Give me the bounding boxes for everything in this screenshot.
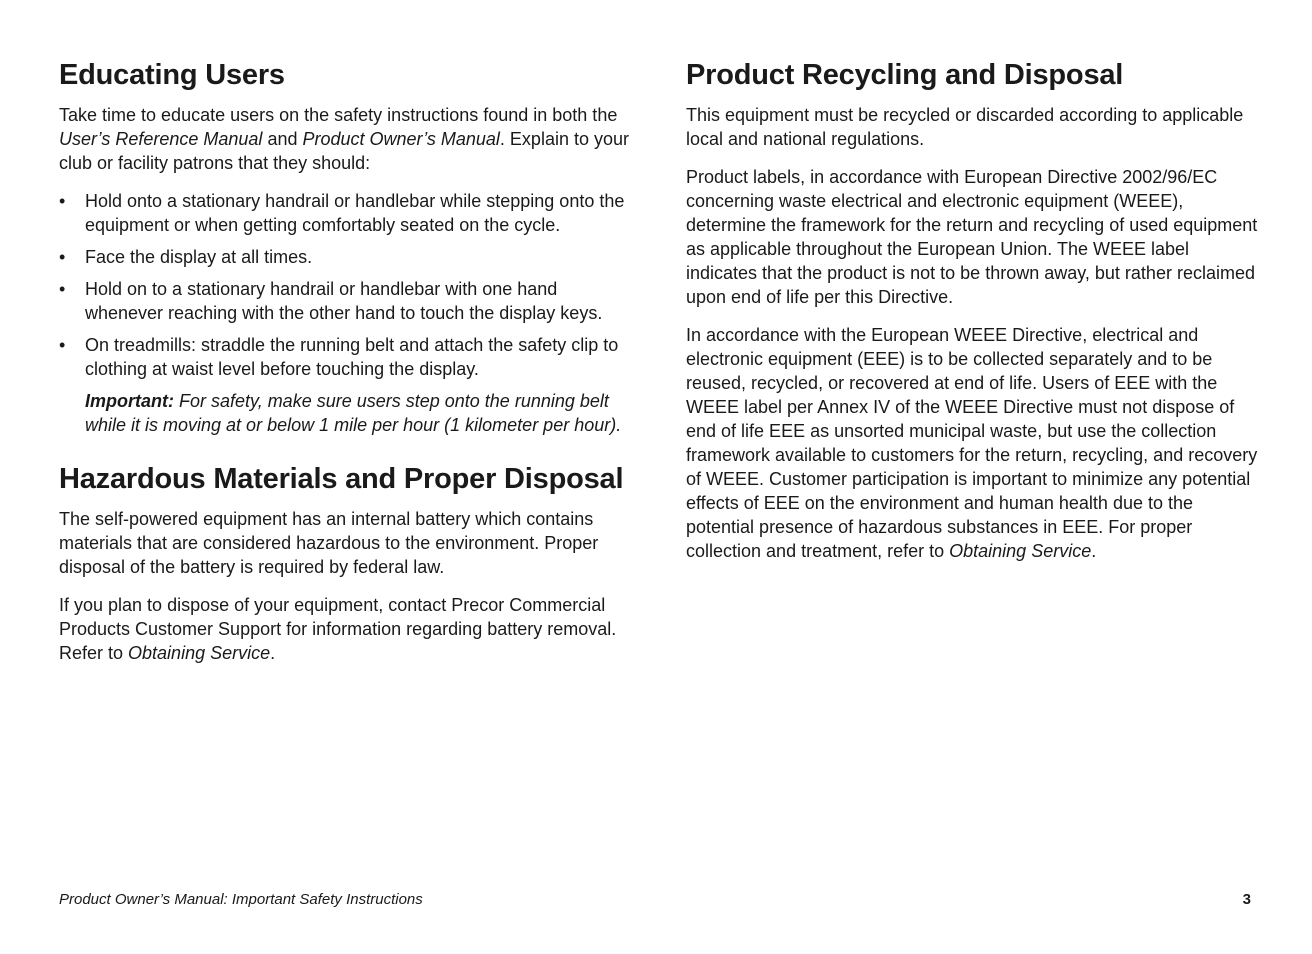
- owners-manual-title: Product Owner’s Manual: [302, 129, 500, 149]
- important-label: Important:: [85, 391, 174, 411]
- list-item: [59, 333, 631, 381]
- safety-bullet-list: [59, 189, 631, 381]
- bullet-icon: •: [59, 279, 66, 299]
- recycling-paragraph-3: [686, 323, 1258, 563]
- list-item-text: Face the display at all times.: [85, 247, 313, 267]
- obtaining-service-reference: Obtaining Service: [949, 541, 1092, 561]
- educating-intro-text-end: . Explain to your club or facility patrons that they should:: [59, 129, 629, 173]
- important-note: [85, 389, 631, 437]
- list-item-text: Hold onto a stationary handrail or handlebar while stepping onto the equipment or when getting comfortably seated on the cycle.: [85, 191, 625, 235]
- educating-intro-text: Take time to educate users on the safety instructions found in both the: [59, 105, 618, 125]
- educating-intro-and: and: [262, 129, 303, 149]
- important-text: For safety, make sure users step onto the running belt while it is moving at or below 1 mile per hour (1 kilometer per hour).: [85, 391, 622, 435]
- recycling-paragraph-2: Product labels, in accordance with European Directive 2002/96/EC concerning waste electrical and electronic equipment (WEEE), determine the framework for the return and recycling of used equipment as applicable throughout the European Union. The WEEE label indicates that the product is not to be thrown away, but rather reclaimed upon end of life per this Directive.: [686, 167, 1258, 307]
- list-item-text: Hold on to a stationary handrail or handlebar with one hand whenever reaching with the other hand to touch the display keys.: [85, 279, 603, 323]
- educating-intro-paragraph: [59, 103, 631, 175]
- recycling-paragraph-1: This equipment must be recycled or discarded according to applicable local and national regulations.: [686, 105, 1244, 149]
- footer-manual-title: Product Owner’s Manual: Important Safety Instructions: [59, 891, 423, 908]
- section-heading-educating-users: Educating Users: [59, 59, 285, 91]
- hazardous-p2-end: .: [270, 643, 276, 663]
- right-column: [686, 58, 1258, 577]
- recycling-p3-end: .: [1091, 541, 1097, 561]
- list-item: [59, 189, 631, 237]
- hazardous-p2-text: If you plan to dispose of your equipment, contact Precor Commercial Products Customer Support for information regarding battery removal. Refer to: [59, 595, 617, 663]
- section-heading-product-recycling: Product Recycling and Disposal: [686, 59, 1124, 91]
- bullet-icon: •: [59, 191, 66, 211]
- left-column: [59, 58, 631, 679]
- list-item: [59, 245, 631, 269]
- reference-manual-title: User’s Reference Manual: [59, 129, 263, 149]
- hazardous-paragraph-2: [59, 593, 631, 665]
- bullet-icon: •: [59, 247, 66, 267]
- list-item-text: On treadmills: straddle the running belt and attach the safety clip to clothing at waist level before touching the display.: [85, 335, 619, 379]
- recycling-p3-text: In accordance with the European WEEE Directive, electrical and electronic equipment (EEE) is to be collected separately and to be reused, recycled, or recovered at end of life. Users of EEE with the WEEE label per Annex IV of the WEEE Directive must not dispose of end of life EEE as unsorted municipal waste, but use the collection framework available to customers for the return, recycling, and recovery of WEEE. Customer participation is important to minimize any potential effects of EEE on the environment and human health due to the potential presence of hazardous substances in EEE. For proper collection and treatment, refer to: [686, 325, 1258, 561]
- page-number: 3: [1242, 891, 1251, 908]
- bullet-icon: •: [59, 335, 66, 355]
- hazardous-paragraph-1: The self-powered equipment has an internal battery which contains materials that are considered hazardous to the environment. Proper disposal of the battery is required by federal law.: [59, 509, 599, 577]
- section-heading-hazardous-materials: Hazardous Materials and Proper Disposal: [59, 463, 624, 495]
- list-item: [59, 277, 631, 325]
- obtaining-service-reference: Obtaining Service: [128, 643, 271, 663]
